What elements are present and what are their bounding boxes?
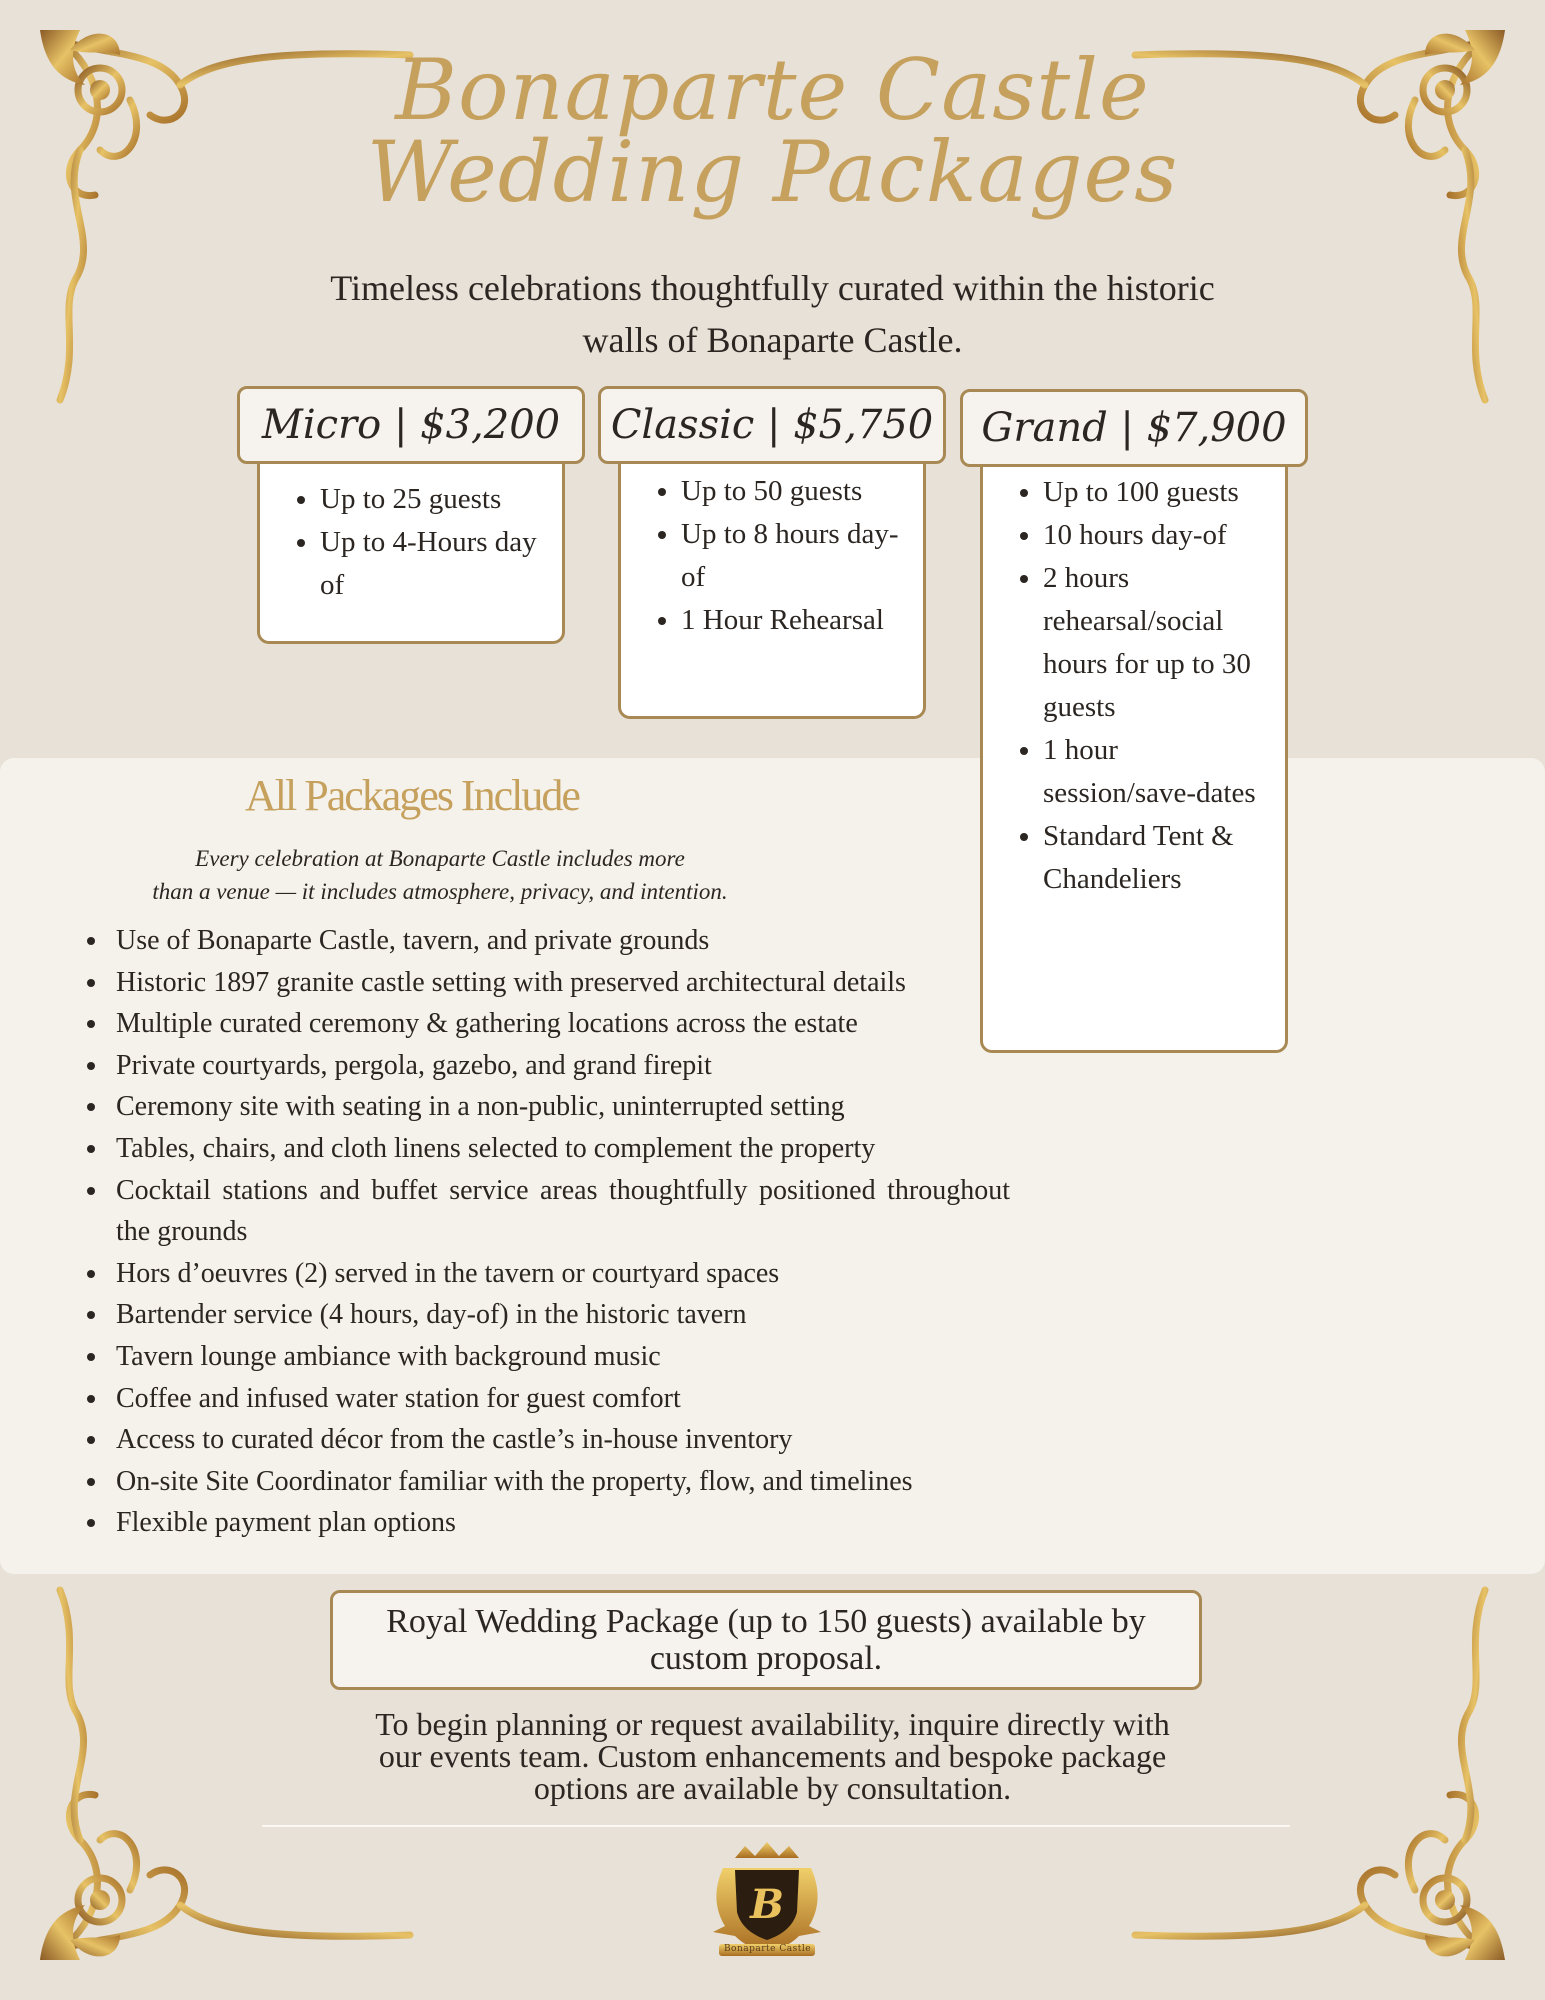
- package-grand-title: Grand | $7,900: [960, 389, 1308, 467]
- page-title-line1: Bonaparte Castle: [395, 41, 1150, 139]
- list-item: • Up to 4-Hours day of: [320, 521, 546, 607]
- crest-label: Bonaparte Castle: [723, 1944, 812, 1954]
- package-micro-card: [257, 464, 565, 644]
- list-item: • Hors d’oeuvres (2) served in the tavern or courtyard spaces: [110, 1253, 1010, 1295]
- divider: [262, 1825, 1290, 1827]
- list-item: • Flexible payment plan options: [110, 1502, 1010, 1544]
- list-item: • 1 hour session/save-dates: [1043, 729, 1269, 815]
- package-micro-features: [260, 478, 546, 607]
- list-item: • Tavern lounge ambiance with background music: [110, 1336, 1010, 1378]
- list-item: • Private courtyards, pergola, gazebo, and grand firepit: [110, 1045, 1010, 1087]
- list-item: • Up to 100 guests: [1043, 471, 1269, 514]
- list-item: • Cocktail stations and buffet service areas thoughtfully positioned throughout the grounds: [110, 1170, 1010, 1253]
- list-item: • 2 hours rehearsal/social hours for up to 30 guests: [1043, 557, 1269, 729]
- list-item: • Multiple curated ceremony & gathering locations across the estate: [110, 1003, 1010, 1045]
- includes-tagline: [140, 842, 740, 908]
- list-item: • Up to 50 guests: [681, 470, 907, 513]
- list-item: • On-site Site Coordinator familiar with the property, flow, and timelines: [110, 1461, 1010, 1503]
- list-item: • Up to 8 hours day-of: [681, 513, 907, 599]
- list-item: • Use of Bonaparte Castle, tavern, and private grounds: [110, 920, 1010, 962]
- page-subtitle: Timeless celebrations thoughtfully curated within the historic walls of Bonaparte Castle.: [330, 268, 1215, 360]
- list-item: • 1 Hour Rehearsal: [681, 599, 907, 642]
- list-item: • 10 hours day-of: [1043, 514, 1269, 557]
- inquire-line1: To begin planning or request availability, inquire directly with: [375, 1706, 1170, 1742]
- list-item: • Bartender service (4 hours, day-of) in the historic tavern: [110, 1294, 1010, 1336]
- svg-text:B: B: [750, 1881, 784, 1928]
- inquire-line3: options are available by consultation.: [533, 1770, 1012, 1806]
- includes-tagline-line2: than a venue — it includes atmosphere, privacy, and intention.: [152, 879, 728, 904]
- inquire-text: [320, 1708, 1225, 1804]
- list-item: • Coffee and infused water station for guest comfort: [110, 1378, 1010, 1420]
- page-title-line2: Wedding Packages: [366, 123, 1179, 221]
- package-classic-features: [621, 470, 907, 642]
- list-item: • Tables, chairs, and cloth linens selected to complement the property: [110, 1128, 1010, 1170]
- includes-title: All Packages Include: [245, 771, 579, 820]
- list-item: • Historic 1897 granite castle setting with preserved architectural details: [110, 962, 1010, 1004]
- package-grand-card: [980, 467, 1288, 1053]
- includes-list: [60, 920, 1010, 1544]
- royal-package-text: Royal Wedding Package (up to 150 guests) available by custom proposal.: [386, 1603, 1146, 1677]
- package-grand-features: [983, 471, 1269, 901]
- package-classic-card: [618, 464, 926, 719]
- list-item: • Access to curated décor from the castle’s in-house inventory: [110, 1419, 1010, 1461]
- package-classic-title: Classic | $5,750: [598, 386, 946, 464]
- list-item: • Ceremony site with seating in a non-public, uninterrupted setting: [110, 1086, 1010, 1128]
- package-micro-title: Micro | $3,200: [237, 386, 585, 464]
- royal-package-callout: [330, 1590, 1202, 1690]
- inquire-line2: our events team. Custom enhancements and bespoke package: [378, 1738, 1167, 1774]
- list-item: • Standard Tent & Chandeliers: [1043, 815, 1269, 901]
- list-item: • Up to 25 guests: [320, 478, 546, 521]
- includes-tagline-line1: Every celebration at Bonaparte Castle includes more: [195, 846, 685, 871]
